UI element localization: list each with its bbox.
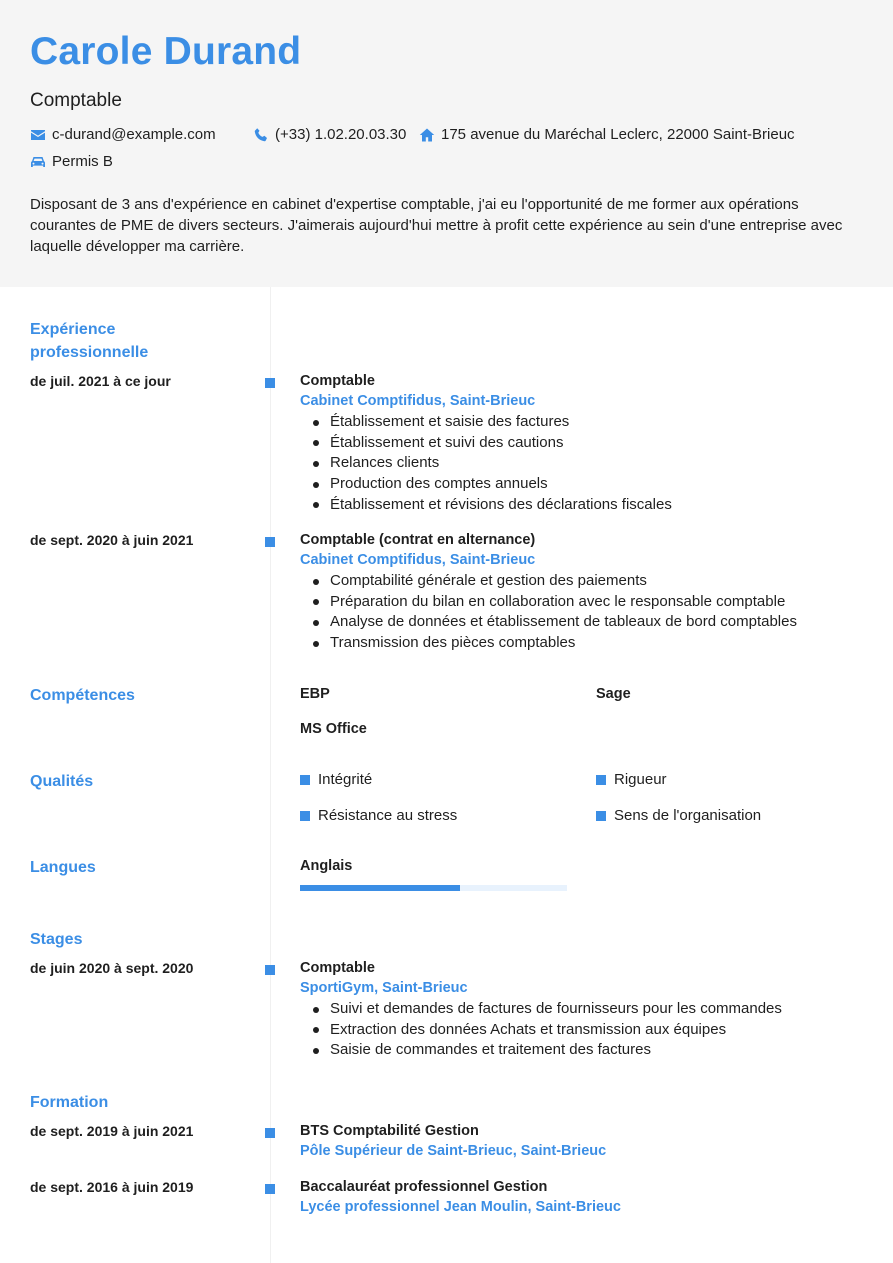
- experience-1-tasks: [330, 412, 672, 516]
- contact-address-text: 175 avenue du Maréchal Leclerc, 22000 Saint-Brieuc: [441, 126, 795, 143]
- contact-email-text: c-durand@example.com: [52, 126, 216, 143]
- driving-license: [30, 153, 113, 170]
- envelope-icon: [30, 127, 46, 143]
- square-bullet-icon: [300, 775, 310, 785]
- list-item: Production des comptes annuels: [330, 474, 672, 495]
- section-title-skills: Compétences: [30, 687, 135, 704]
- quality-label: Sens de l'organisation: [614, 807, 762, 824]
- experience-1-date: de juil. 2021 à ce jour: [30, 373, 171, 389]
- education-1-school: Pôle Supérieur de Saint-Brieuc, Saint-Brieuc: [300, 1143, 607, 1159]
- timeline-marker: [265, 965, 275, 975]
- skill-item: MS Office: [300, 721, 367, 737]
- square-bullet-icon: [300, 811, 310, 821]
- education-1-degree: BTS Comptabilité Gestion: [300, 1123, 479, 1139]
- experience-2-tasks: [330, 571, 797, 654]
- list-item: Relances clients: [330, 453, 672, 474]
- section-title-experience: Expérience professionnelle: [30, 321, 149, 361]
- education-2-date: de sept. 2016 à juin 2019: [30, 1179, 194, 1195]
- language-level-fill: [300, 885, 460, 891]
- section-title-qualities: Qualités: [30, 773, 94, 790]
- list-item: Analyse de données et établissement de tableaux de bord comptables: [330, 612, 797, 633]
- section-title-languages: Langues: [30, 859, 96, 876]
- quality-item: [300, 807, 457, 824]
- experience-2-role: Comptable (contrat en alternance): [300, 532, 536, 548]
- timeline-marker: [265, 1128, 275, 1138]
- quality-label: Rigueur: [614, 771, 667, 788]
- contact-phone-text: (+33) 1.02.20.03.30: [275, 126, 407, 143]
- quality-item: [596, 807, 761, 824]
- timeline-marker: [265, 537, 275, 547]
- driving-license-text: Permis B: [52, 153, 113, 170]
- quality-label: Résistance au stress: [318, 807, 458, 824]
- contact-address: [419, 126, 795, 143]
- contact-phone[interactable]: [253, 126, 406, 143]
- square-bullet-icon: [596, 811, 606, 821]
- internship-1-company: SportiGym, Saint-Brieuc: [300, 980, 468, 996]
- candidate-name: Carole Durand: [30, 30, 302, 73]
- candidate-title: Comptable: [30, 90, 122, 111]
- quality-item: [300, 771, 372, 788]
- section-title-internships: Stages: [30, 931, 83, 948]
- contact-email[interactable]: [30, 126, 216, 143]
- list-item: Comptabilité générale et gestion des paiements: [330, 571, 797, 592]
- home-icon: [419, 127, 435, 143]
- education-2-degree: Baccalauréat professionnel Gestion: [300, 1179, 548, 1195]
- column-divider: [270, 287, 271, 1263]
- list-item: Établissement et révisions des déclarations fiscales: [330, 495, 672, 516]
- timeline-marker: [265, 1184, 275, 1194]
- quality-item: [596, 771, 667, 788]
- list-item: Extraction des données Achats et transmission aux équipes: [330, 1020, 782, 1041]
- list-item: Saisie de commandes et traitement des factures: [330, 1040, 782, 1061]
- quality-label: Intégrité: [318, 771, 373, 788]
- section-title-education: Formation: [30, 1094, 109, 1111]
- experience-1-role: Comptable: [300, 373, 375, 389]
- list-item: Établissement et suivi des cautions: [330, 433, 672, 454]
- experience-2-company: Cabinet Comptifidus, Saint-Brieuc: [300, 552, 536, 568]
- list-item: Suivi et demandes de factures de fournisseurs pour les commandes: [330, 999, 782, 1020]
- experience-1-company: Cabinet Comptifidus, Saint-Brieuc: [300, 393, 536, 409]
- internship-1-date: de juin 2020 à sept. 2020: [30, 960, 194, 976]
- experience-2-date: de sept. 2020 à juin 2021: [30, 532, 194, 548]
- profile-summary: Disposant de 3 ans d'expérience en cabinet d'expertise comptable, j'ai eu l'opportunité de me former aux opérations courantes de PME de divers secteurs. J'aimerais aujourd'hui mettre à profit cette expérience au sein d'une entreprise avec laquelle développer ma carrière.: [30, 196, 843, 255]
- timeline-marker: [265, 378, 275, 388]
- phone-icon: [253, 127, 269, 143]
- skill-item: EBP: [300, 686, 330, 702]
- skill-item: Sage: [596, 686, 631, 702]
- list-item: Établissement et saisie des factures: [330, 412, 672, 433]
- language-level-bar: [300, 885, 567, 891]
- education-1-date: de sept. 2019 à juin 2021: [30, 1123, 194, 1139]
- education-2-school: Lycée professionnel Jean Moulin, Saint-Brieuc: [300, 1199, 621, 1215]
- list-item: Préparation du bilan en collaboration avec le responsable comptable: [330, 592, 797, 613]
- square-bullet-icon: [596, 775, 606, 785]
- internship-1-role: Comptable: [300, 960, 375, 976]
- car-icon: [30, 154, 46, 170]
- list-item: Transmission des pièces comptables: [330, 633, 797, 654]
- internship-1-tasks: [330, 999, 782, 1061]
- language-name: Anglais: [300, 858, 353, 874]
